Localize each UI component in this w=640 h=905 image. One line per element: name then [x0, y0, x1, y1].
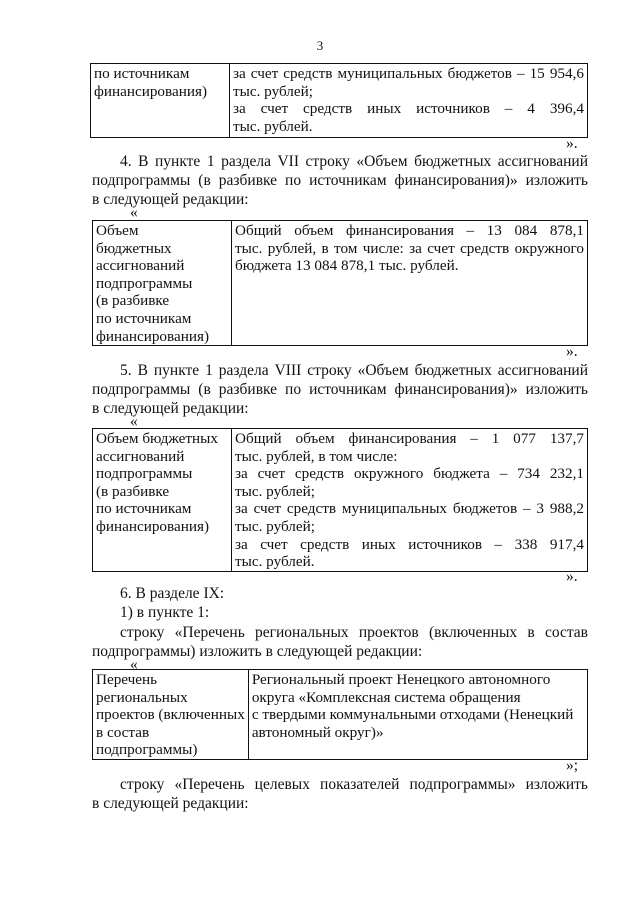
section-heading: 6. В разделе IX: [120, 585, 225, 602]
table2-left-line: (в разбивке [96, 292, 170, 310]
paragraph-line: 5. В пункте 1 раздела VIII строку «Объем бюджетных ассигнований [120, 362, 588, 379]
table1-right-line: тыс. рублей; [233, 82, 313, 100]
table1-right-line: за счет средств муниципальных бюджетов – 15 954,6 [233, 65, 584, 82]
table4-left-line: подпрограммы) [96, 741, 198, 759]
table3-left-line: финансирования) [96, 517, 210, 535]
paragraph-line: строку «Перечень целевых показателей подпрограммы» изложить [120, 776, 588, 793]
table3-left-line: Объем бюджетных [96, 430, 218, 447]
table2-left-line: подпрограммы [96, 274, 193, 292]
table2-right-line: тыс. рублей, в том числе: за счет средств окружного [235, 239, 584, 257]
table3-left-line: ассигнований [96, 447, 185, 465]
table3-left-cell [93, 429, 232, 572]
table4-left-line: в состав [96, 723, 150, 741]
paragraph-line: в следующей редакции: [92, 795, 249, 813]
table2-left-line: по источникам [96, 309, 192, 327]
table1-right-line: тыс. рублей. [233, 117, 313, 135]
opening-quote: « [130, 204, 138, 221]
table1-right-cell [230, 64, 588, 138]
table4-right-cell [248, 670, 587, 760]
paragraph-line: подпрограммы) изложить в следующей редакции: [92, 643, 423, 661]
table1-left-line: финансирования) [94, 82, 208, 100]
table3-right-line: тыс. рублей, в том числе: [235, 447, 398, 465]
table2-right-line: Общий объем финансирования – 13 084 878,1 [235, 222, 584, 239]
table4-left-line: проектов (включенных [96, 706, 245, 724]
table4-right-line: автономный округ)» [251, 723, 384, 741]
table3-right-line: тыс. рублей; [235, 482, 315, 500]
table4-right-line: Региональный проект Ненецкого автономного [251, 671, 551, 688]
page-number: 3 [316, 38, 324, 53]
table4-left-line: Перечень [96, 671, 158, 688]
table-budget-allocations-vii [92, 220, 588, 346]
table3-right-line: Общий объем финансирования – 1 077 137,7 [235, 430, 584, 447]
opening-quote: « [130, 656, 138, 673]
paragraph-line: в следующей редакции: [92, 191, 249, 209]
table2-right-line: бюджета 13 084 878,1 тыс. рублей. [235, 257, 459, 275]
table1-left-cell [91, 64, 230, 138]
table-budget-allocations-viii [92, 428, 588, 572]
closing-quote: ». [566, 568, 578, 585]
table3-left-line: подпрограммы [96, 465, 193, 483]
table3-left-line: (в разбивке [96, 482, 170, 500]
paragraph-line: в следующей редакции: [92, 400, 249, 418]
table3-right-line: за счет средств иных источников – 338 917,4 [235, 535, 584, 553]
closing-quote: ». [566, 135, 578, 152]
table1-left-line: по источникам [94, 65, 190, 82]
table3-right-line: за счет средств муниципальных бюджетов – 3 988,2 [235, 500, 584, 518]
table4-right-line: округа «Комплексная система обращения [251, 688, 521, 706]
table2-left-line: Объем [96, 222, 139, 239]
table2-left-line: финансирования) [96, 327, 210, 345]
opening-quote: « [130, 413, 138, 430]
paragraph-4 [92, 152, 588, 210]
paragraph-6-text [92, 623, 588, 661]
table4-right-line: с твердыми коммунальными отходами (Ненецкий [251, 706, 574, 724]
closing-quote: ». [566, 343, 578, 360]
table4-left-cell [93, 670, 249, 760]
paragraph-7 [92, 775, 588, 813]
table3-right-line: тыс. рублей; [235, 517, 315, 535]
table1-right-line: за счет средств иных источников – 4 396,4 [233, 100, 584, 118]
table2-left-cell [93, 221, 232, 346]
table-regional-projects [92, 669, 588, 760]
table4-left-line: региональных [96, 688, 188, 706]
paragraph-line: строку «Перечень региональных проектов (включенных в состав [120, 624, 588, 641]
table3-left-line: по источникам [96, 500, 192, 518]
table-funding-sources-continued [90, 63, 588, 138]
table3-right-line: за счет средств окружного бюджета – 734 232,1 [235, 465, 584, 483]
paragraph-line: 4. В пункте 1 раздела VII строку «Объем бюджетных ассигнований [120, 153, 588, 170]
closing-quote: »; [566, 757, 579, 774]
table2-right-cell [232, 221, 588, 346]
table2-left-line: ассигнований [96, 257, 185, 275]
paragraph-5 [92, 361, 588, 419]
subsection-heading: 1) в пункте 1: [120, 604, 210, 621]
paragraph-line: подпрограммы (в разбивке по источникам финансирования)» изложить [92, 172, 588, 190]
table3-right-cell [232, 429, 588, 572]
table2-left-line: бюджетных [96, 239, 172, 257]
table3-right-line: тыс. рублей. [235, 553, 315, 571]
paragraph-line: подпрограммы (в разбивке по источникам финансирования)» изложить [92, 381, 588, 399]
